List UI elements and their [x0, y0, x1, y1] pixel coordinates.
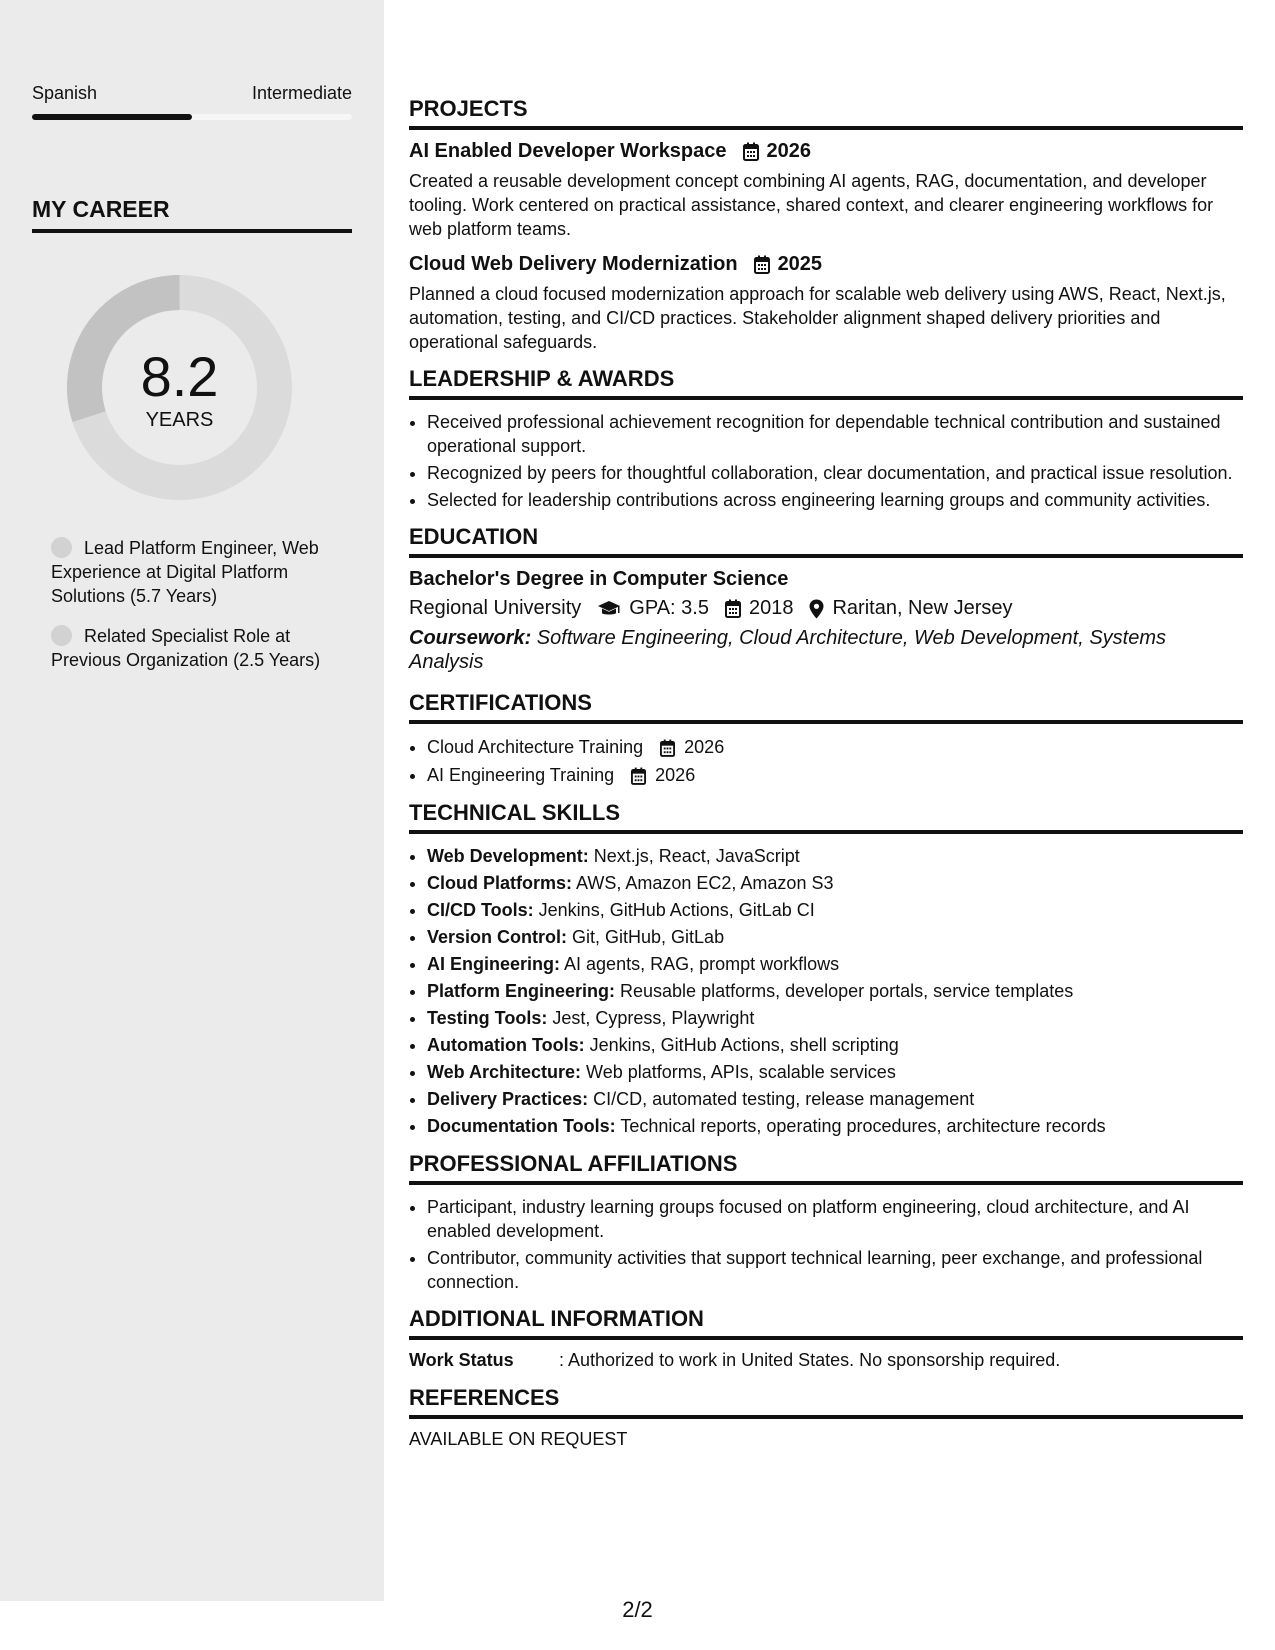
- project-heading: [409, 140, 1243, 163]
- calendar-icon: [660, 739, 675, 757]
- additional-title: ADDITIONAL INFORMATION: [409, 1306, 1243, 1340]
- list-item: [427, 1033, 1243, 1058]
- skill-value: AWS, Amazon EC2, Amazon S3: [572, 873, 834, 893]
- list-item: [427, 952, 1243, 977]
- career-heading: MY CAREER: [32, 196, 352, 233]
- project-heading: [409, 253, 1243, 276]
- list-item: [427, 1060, 1243, 1085]
- project-name: Cloud Web Delivery Modernization: [409, 253, 738, 275]
- project-description: Created a reusable development concept combining AI agents, RAG, documentation, and developer tooling. Work centered on practical assistance, shared context, and clearer engineering workflows for web platform teams.: [409, 171, 1214, 239]
- additional-section: [409, 1306, 1243, 1371]
- location-pin-icon: [809, 599, 824, 619]
- projects-title: PROJECTS: [409, 96, 1243, 130]
- certification-name: AI Engineering Training: [427, 765, 615, 785]
- skill-label: Delivery Practices:: [427, 1089, 589, 1109]
- calendar-icon: [754, 255, 770, 274]
- references-section: [409, 1385, 1243, 1450]
- list-item: [427, 871, 1243, 896]
- projects-section: [409, 96, 1243, 354]
- certification-name: Cloud Architecture Training: [427, 737, 644, 757]
- list-item: • Received professional achievement recognition for dependable technical contribution and sustained operational support.: [427, 410, 1243, 458]
- language-name: Spanish: [32, 83, 98, 103]
- language-level: Intermediate: [251, 83, 352, 103]
- skill-label: Documentation Tools:: [427, 1116, 616, 1136]
- list-item: [427, 979, 1243, 1004]
- graduation-cap-icon: [597, 600, 621, 618]
- list-item: • Participant, industry learning groups focused on platform engineering, cloud architecture, and AI enabled development.: [427, 1195, 1243, 1243]
- skill-label: Cloud Platforms:: [427, 873, 573, 893]
- calendar-icon: [631, 767, 646, 785]
- skill-value: Jenkins, GitHub Actions, GitLab CI: [533, 900, 815, 920]
- education-section: [409, 524, 1243, 674]
- skill-label: Platform Engineering:: [427, 981, 616, 1001]
- certifications-list: [409, 734, 1243, 788]
- leadership-title: LEADERSHIP & AWARDS: [409, 366, 1243, 400]
- role-dot-icon: [51, 537, 72, 558]
- skill-label: Version Control:: [427, 927, 568, 947]
- education-gpa: GPA: 3.5: [629, 597, 709, 619]
- project-year: 2025: [777, 253, 823, 275]
- certification-year: 2026: [655, 765, 696, 785]
- leadership-list: [409, 410, 1243, 512]
- skill-label: CI/CD Tools:: [427, 900, 534, 920]
- skill-label: Web Architecture:: [427, 1062, 582, 1082]
- list-item: [427, 1114, 1243, 1139]
- list-item: [427, 1087, 1243, 1112]
- skill-value: CI/CD, automated testing, release management: [588, 1089, 975, 1109]
- skill-value: Technical reports, operating procedures, architecture records: [615, 1116, 1106, 1136]
- career-role: [51, 536, 341, 608]
- education-title: EDUCATION: [409, 524, 1243, 558]
- role-dot-icon: [51, 625, 72, 646]
- education-coursework: [409, 626, 1243, 674]
- skill-value: Web platforms, APIs, scalable services: [581, 1062, 896, 1082]
- main-content: [409, 96, 1243, 1462]
- certification-year: 2026: [684, 737, 725, 757]
- affiliations-section: [409, 1151, 1243, 1294]
- project-description: Planned a cloud focused modernization approach for scalable web delivery using AWS, React, Next.js, automation, testing, and CI/CD practices. Stakeholder alignment shaped delivery priorities and operational safeguards.: [409, 284, 1226, 352]
- career-role: [51, 624, 341, 672]
- education-school: Regional University: [409, 597, 582, 619]
- language-proficiency-bar: [32, 114, 352, 120]
- references-title: REFERENCES: [409, 1385, 1243, 1419]
- language-proficiency-fill: [32, 114, 192, 120]
- skill-value: AI agents, RAG, prompt workflows: [560, 954, 840, 974]
- skill-label: Web Development:: [427, 846, 589, 866]
- donut-center: [67, 275, 292, 500]
- skills-list: [409, 844, 1243, 1139]
- list-item: [427, 898, 1243, 923]
- coursework-label: Coursework:: [409, 627, 532, 649]
- project-name: AI Enabled Developer Workspace: [409, 140, 727, 162]
- work-status-label: Work Status: [409, 1350, 514, 1370]
- sidebar: [0, 0, 384, 1601]
- skill-value: Jest, Cypress, Playwright: [547, 1008, 755, 1028]
- career-role-label: Lead Platform Engineer, Web Experience at Digital Platform Solutions (5.7 Years): [51, 538, 319, 606]
- leadership-section: [409, 366, 1243, 512]
- career-role-label: Related Specialist Role at Previous Organization (2.5 Years): [51, 626, 321, 670]
- affiliations-list: [409, 1195, 1243, 1294]
- page-number: 2/2: [622, 1597, 653, 1622]
- references-text: AVAILABLE ON REQUEST: [409, 1429, 628, 1449]
- work-status-value: : Authorized to work in United States. No sponsorship required.: [559, 1350, 1061, 1370]
- project-year: 2026: [766, 140, 812, 162]
- education-location: Raritan, New Jersey: [832, 597, 1013, 619]
- skills-title: TECHNICAL SKILLS: [409, 800, 1243, 834]
- certifications-title: CERTIFICATIONS: [409, 690, 1243, 724]
- skill-value: Jenkins, GitHub Actions, shell scripting: [584, 1035, 899, 1055]
- education-details: [409, 597, 1243, 620]
- list-item: • Contributor, community activities that support technical learning, peer exchange, and professional connection.: [427, 1246, 1243, 1294]
- calendar-icon: [725, 599, 741, 618]
- career-years-unit: YEARS: [145, 409, 214, 431]
- language-row: [32, 83, 352, 104]
- education-degree: Bachelor's Degree in Computer Science: [409, 568, 789, 590]
- list-item: [427, 734, 1243, 760]
- skill-value: Git, GitHub, GitLab: [567, 927, 725, 947]
- list-item: • Selected for leadership contributions across engineering learning groups and community activities.: [427, 488, 1243, 512]
- skill-label: AI Engineering:: [427, 954, 561, 974]
- list-item: [427, 762, 1243, 788]
- coursework-list: Software Engineering, Cloud Architecture, Web Development, Systems Analysis: [409, 627, 1166, 673]
- list-item: • Recognized by peers for thoughtful collaboration, clear documentation, and practical issue resolution.: [427, 461, 1243, 485]
- work-status-row: [409, 1350, 1243, 1371]
- education-year: 2018: [748, 597, 794, 619]
- career-total-years: 8.2: [140, 345, 219, 408]
- skills-section: [409, 800, 1243, 1139]
- career-roles-list: [51, 536, 341, 688]
- list-item: [427, 925, 1243, 950]
- skill-value: Reusable platforms, developer portals, service templates: [615, 981, 1074, 1001]
- skill-value: Next.js, React, JavaScript: [588, 846, 800, 866]
- certifications-section: [409, 690, 1243, 788]
- list-item: [427, 1006, 1243, 1031]
- calendar-icon: [743, 142, 759, 161]
- skill-label: Automation Tools:: [427, 1035, 585, 1055]
- affiliations-title: PROFESSIONAL AFFILIATIONS: [409, 1151, 1243, 1185]
- list-item: [427, 844, 1243, 869]
- skill-label: Testing Tools:: [427, 1008, 548, 1028]
